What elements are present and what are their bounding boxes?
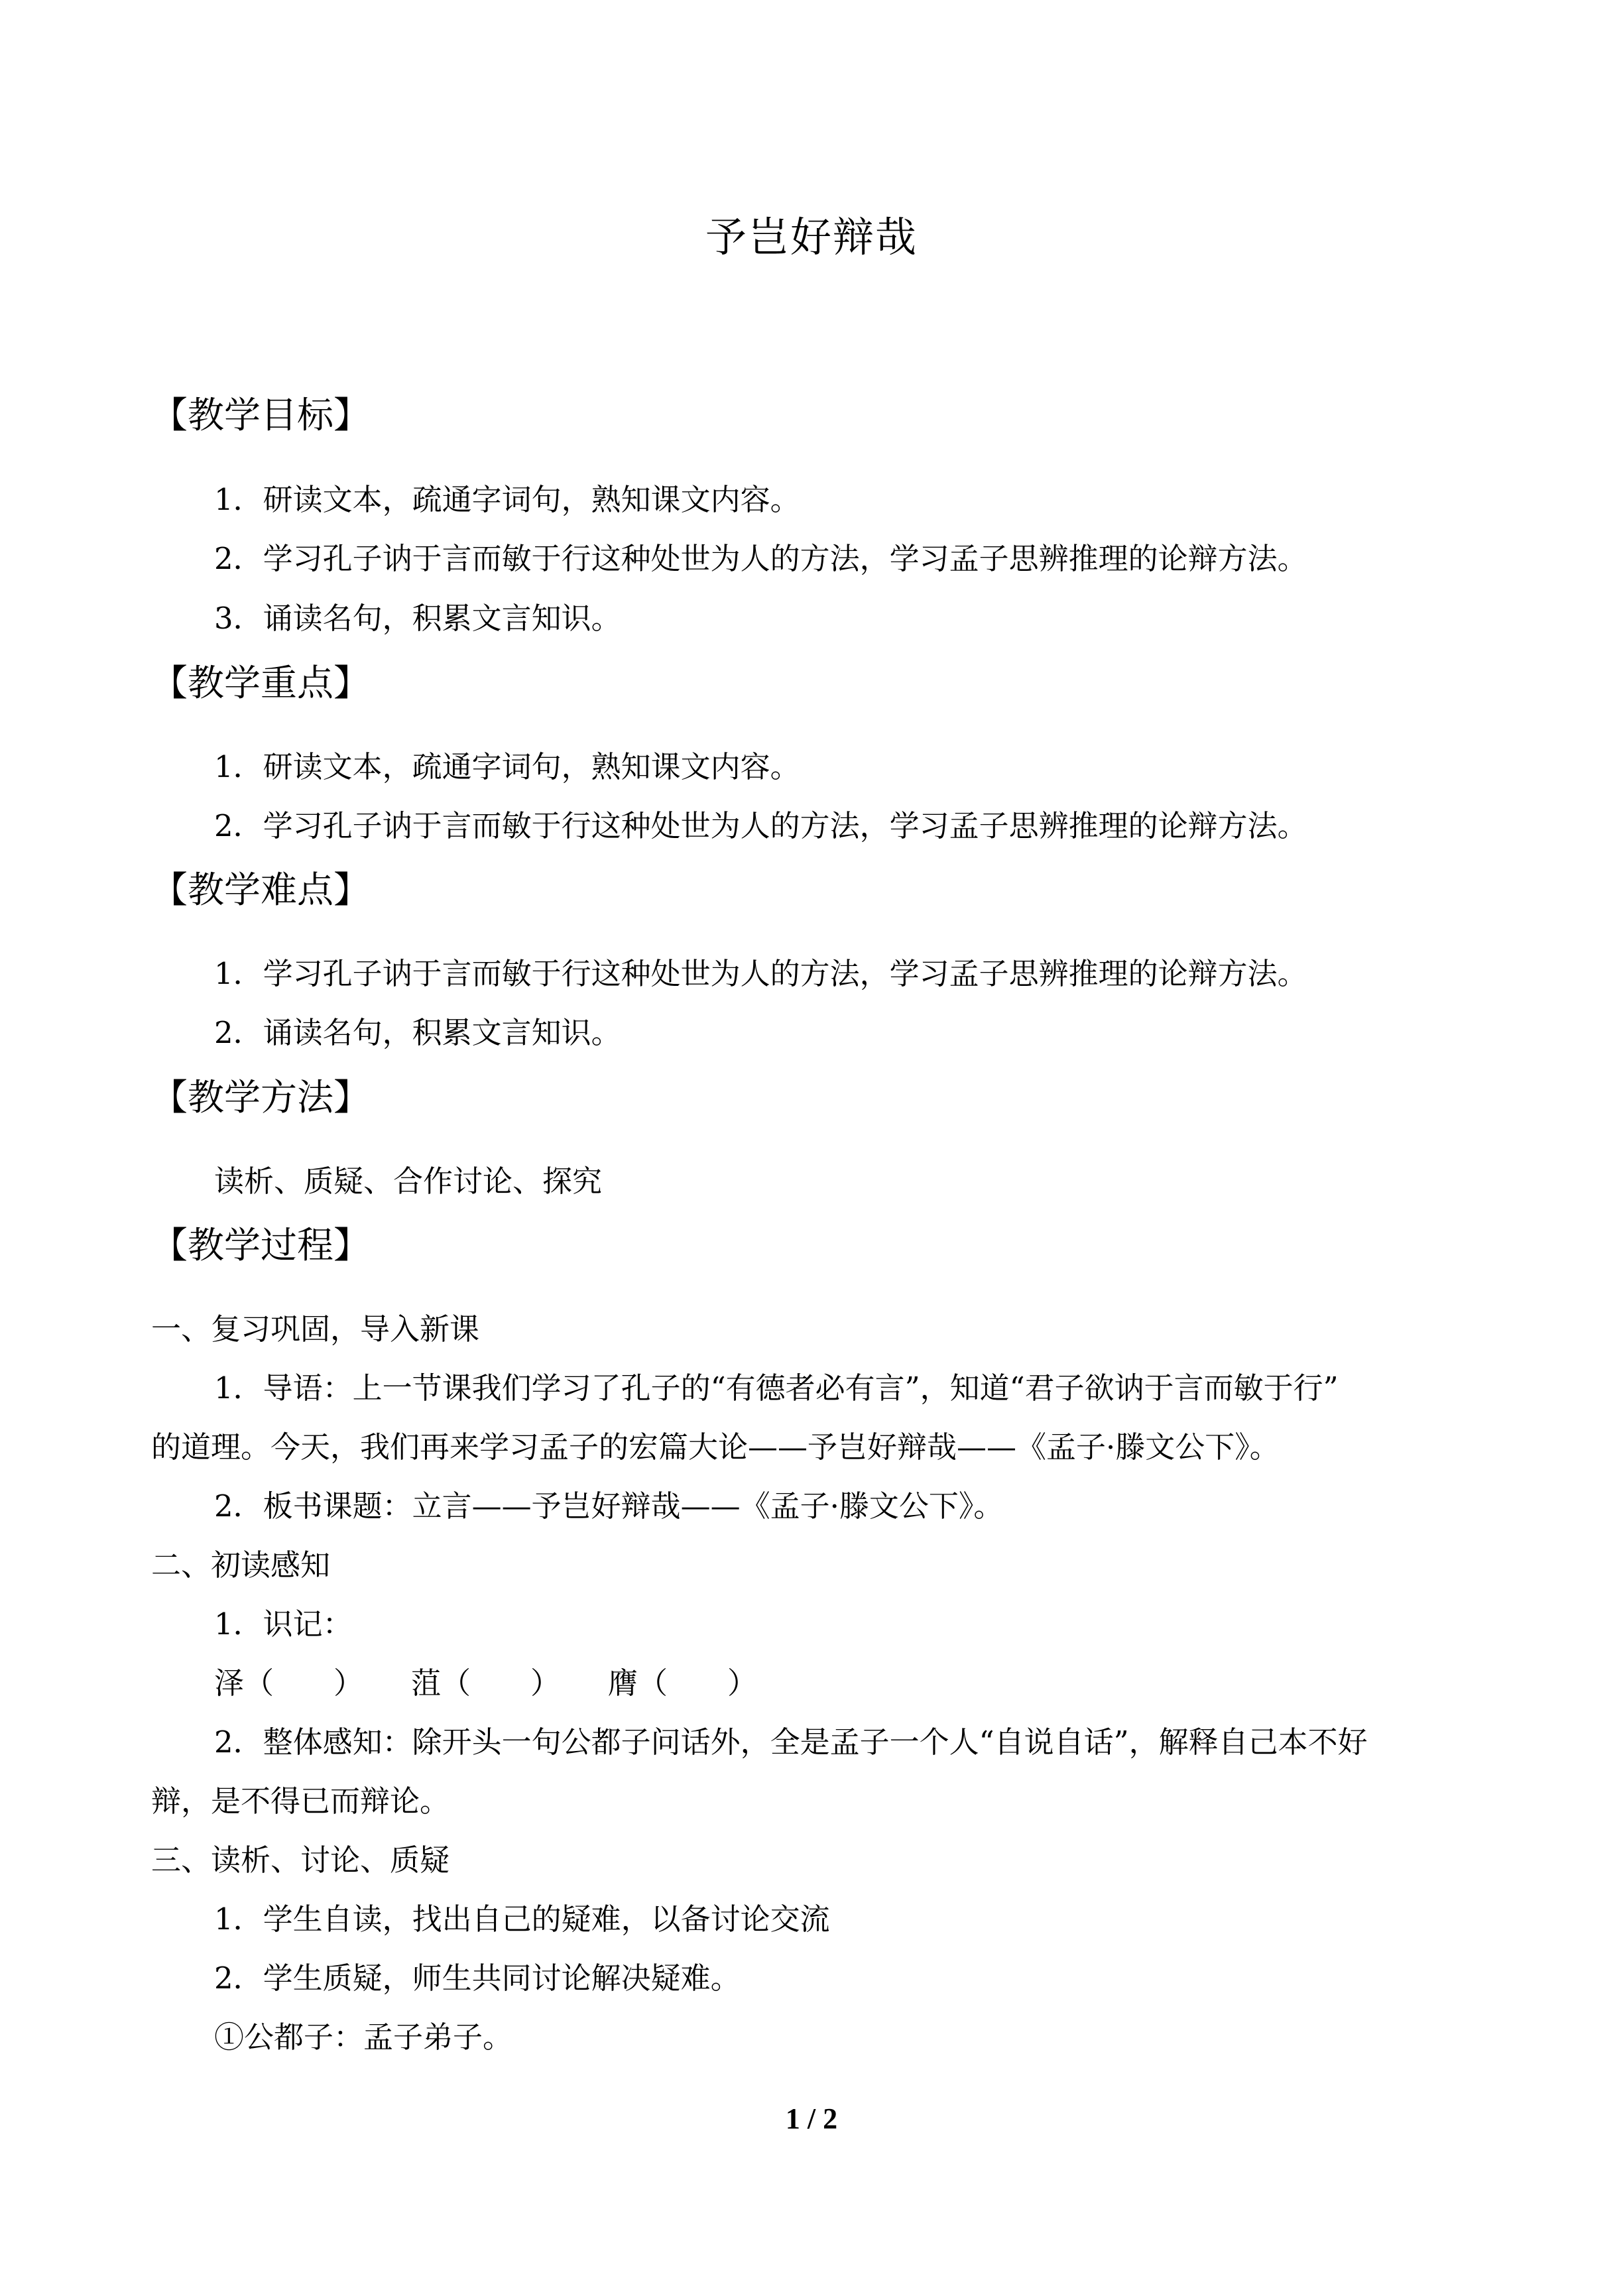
difficulty-item-1: 1．学习孔子讷于言而敏于行这种处世为人的方法，学习孟子思辨推理的论辩方法。 bbox=[214, 956, 1307, 991]
key-point-item-1: 1．研读文本，疏通字词句，熟知课文内容。 bbox=[214, 749, 800, 784]
goal-item-3: 3．诵读名句，积累文言知识。 bbox=[214, 601, 621, 636]
key-point-item-2: 2．学习孔子讷于言而敏于行这种处世为人的方法，学习孟子思辨推理的论辩方法。 bbox=[214, 808, 1307, 843]
process-part2-p1: 1．识记： bbox=[214, 1606, 353, 1642]
goal-item-2: 2．学习孔子讷于言而敏于行这种处世为人的方法，学习孟子思辨推理的论辩方法。 bbox=[214, 541, 1307, 576]
process-part1-p1-line1: 1．导语：上一节课我们学习了孔子的“有德者必有言”，知道“君子欲讷于言而敏于行” bbox=[214, 1370, 1339, 1406]
process-part2-p2-line2: 辩，是不得已而辩论。 bbox=[151, 1783, 450, 1819]
process-part1-p1-line2: 的道理。今天，我们再来学习孟子的宏篇大论——予岂好辩哉——《孟子·滕文公下》。 bbox=[151, 1429, 1280, 1465]
recognize-char-ju: 菹（ ） bbox=[411, 1665, 561, 1701]
method-item-1: 读析、质疑、合作讨论、探究 bbox=[214, 1164, 603, 1199]
process-part1-p2: 2．板书课题：立言——予岂好辩哉——《孟子·滕文公下》。 bbox=[214, 1488, 1004, 1524]
difficulty-item-2: 2．诵读名句，积累文言知识。 bbox=[214, 1015, 621, 1050]
process-part3-p2: 2．学生质疑，师生共同讨论解决疑难。 bbox=[214, 1961, 741, 1996]
heading-key-points: 【教学重点】 bbox=[151, 662, 371, 704]
heading-methods: 【教学方法】 bbox=[151, 1076, 371, 1118]
process-part3-title: 三、读析、讨论、质疑 bbox=[151, 1843, 450, 1878]
recognize-char-ze: 泽（ ） bbox=[214, 1665, 364, 1701]
document-title: 予岂好辩哉 bbox=[705, 213, 918, 261]
process-part3-p3: ①公都子：孟子弟子。 bbox=[214, 2020, 513, 2055]
heading-teaching-goals: 【教学目标】 bbox=[151, 394, 371, 436]
page-number: 1 / 2 bbox=[785, 2102, 838, 2135]
process-part2-p2-line1: 2．整体感知：除开头一句公都子问话外，全是孟子一个人“自说自话”，解释自己本不好 bbox=[214, 1724, 1368, 1760]
heading-process: 【教学过程】 bbox=[151, 1224, 371, 1266]
process-part1-title: 一、复习巩固，导入新课 bbox=[151, 1311, 480, 1347]
recognize-char-ying: 膺（ ） bbox=[608, 1665, 758, 1701]
heading-difficulties: 【教学难点】 bbox=[151, 869, 371, 911]
goal-item-1: 1．研读文本，疏通字词句，熟知课文内容。 bbox=[214, 482, 800, 517]
process-part3-p1: 1．学生自读，找出自己的疑难，以备讨论交流 bbox=[214, 1902, 830, 1937]
process-part2-title: 二、初读感知 bbox=[151, 1547, 331, 1583]
